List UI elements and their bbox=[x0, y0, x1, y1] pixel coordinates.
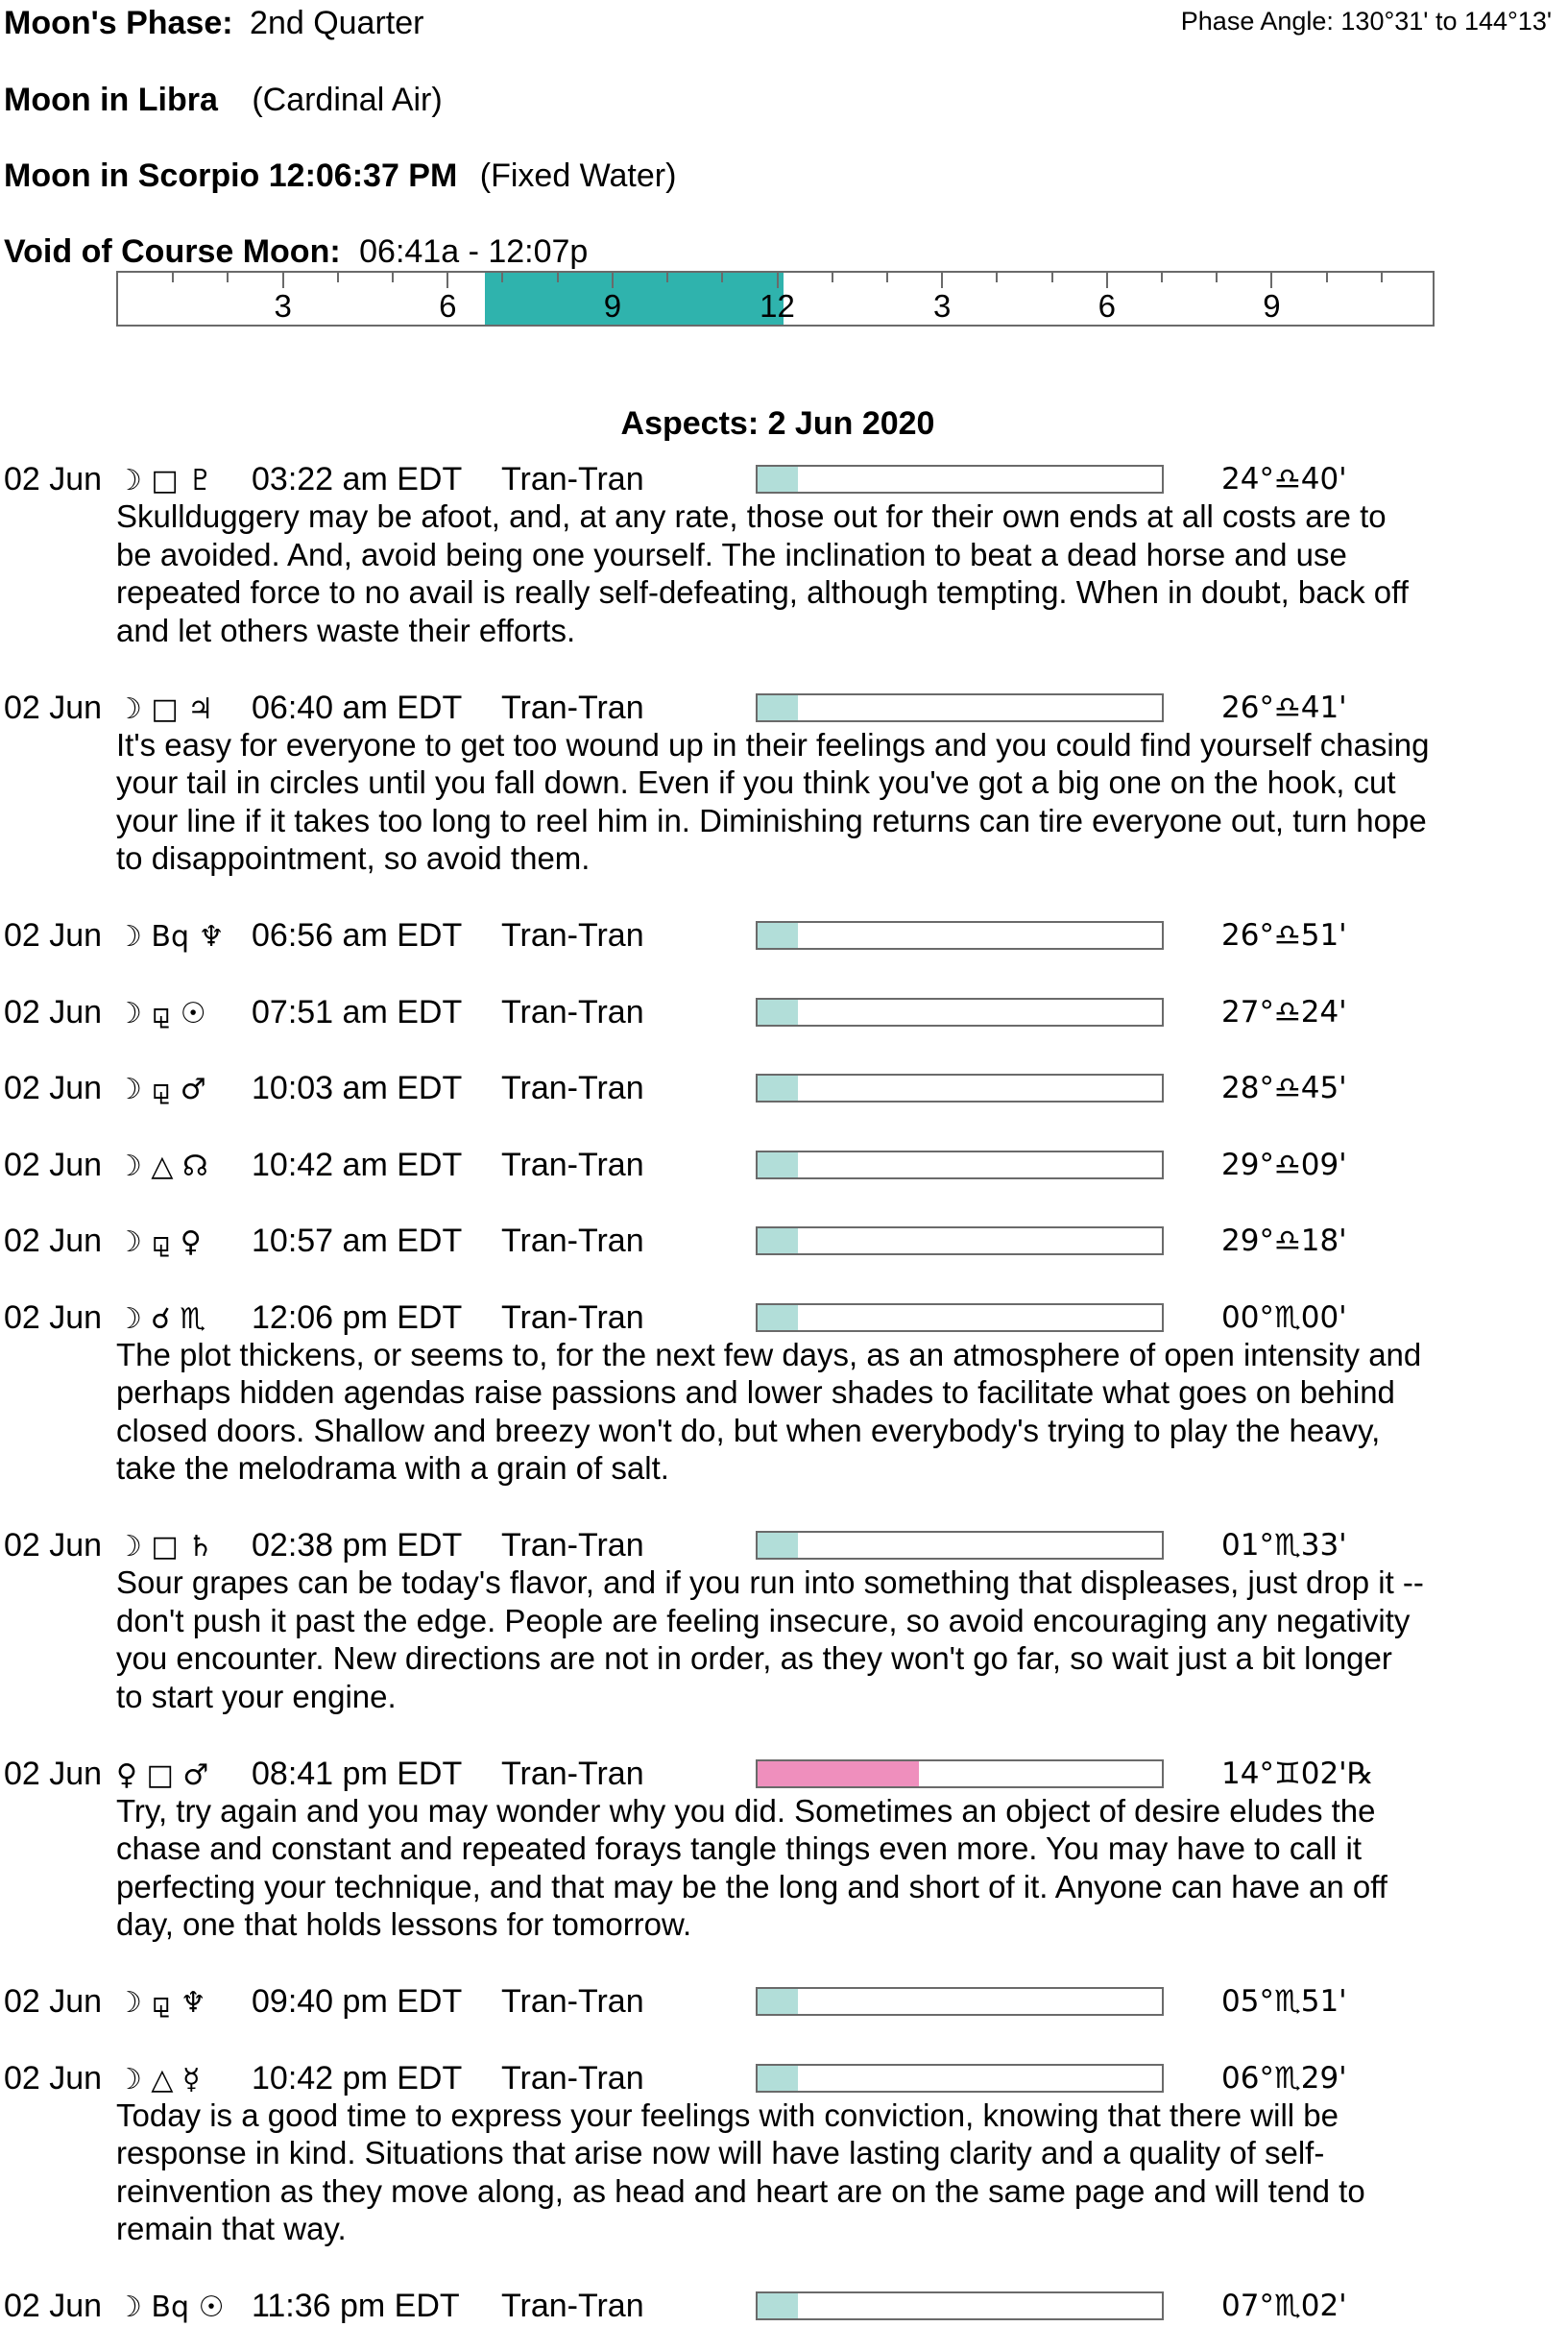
aspect-symbols: ☽ △ ☿ bbox=[116, 2062, 201, 2097]
aspect-symbols: ♀ □ ♂ bbox=[116, 1757, 209, 1792]
aspect-type: Tran-Tran bbox=[501, 1298, 644, 1336]
aspect-row bbox=[0, 2059, 1568, 2097]
orb-strength-bar bbox=[756, 921, 1164, 950]
void-of-course-timeline bbox=[116, 271, 1435, 327]
moon-phase-value: 2nd Quarter bbox=[250, 5, 424, 41]
orb-strength-bar bbox=[756, 1151, 1164, 1179]
aspect-symbols: ☽ Bq ☉ bbox=[116, 2291, 225, 2324]
aspect-position: 29°♎18' bbox=[1221, 1224, 1347, 1258]
aspect-time: 08:41 pm EDT bbox=[252, 1755, 463, 1792]
interpretation-line: be avoided. And, avoid being one yourself. The inclination to beat a dead horse and use bbox=[116, 536, 1347, 572]
aspect-date: 02 Jun bbox=[4, 689, 103, 726]
aspect-interpretation bbox=[116, 1563, 1556, 1715]
timeline-tick bbox=[1106, 273, 1108, 288]
aspect-position: 24°♎40' bbox=[1221, 462, 1347, 497]
interpretation-line: Skullduggery may be afoot, and, at any rate, those out for their own ends at all costs are to bbox=[116, 498, 1387, 534]
interpretation-line: repeated force to no avail is really self-defeating, although tempting. When in doubt, back off bbox=[116, 574, 1409, 610]
interpretation-line: and let others waste their efforts. bbox=[116, 612, 576, 648]
interpretation-line: to disappointment, so avoid them. bbox=[116, 840, 591, 876]
aspect-date: 02 Jun bbox=[4, 1983, 103, 2020]
interpretation-line: Sour grapes can be today's flavor, and if you run into something that displeases, just drop it -- bbox=[116, 1564, 1424, 1600]
interpretation-line: your tail in circles until you fall down. Even if you think you've got a big one on the hook, cut bbox=[116, 764, 1396, 800]
aspect-symbols: ☽ □ ♇ bbox=[116, 464, 214, 497]
timeline-tick bbox=[612, 273, 614, 288]
interpretation-line: remain that way. bbox=[116, 2211, 347, 2246]
aspect-type: Tran-Tran bbox=[501, 917, 644, 954]
timeline-tick bbox=[501, 273, 503, 282]
interpretation-line: It's easy for everyone to get too wound up in their feelings and you could find yourself chasing bbox=[116, 726, 1430, 763]
interpretation-line: to start your engine. bbox=[116, 1678, 397, 1714]
aspect-position: 07°♏02' bbox=[1221, 2289, 1347, 2323]
aspect-time: 10:42 am EDT bbox=[252, 1146, 463, 1183]
aspect-row bbox=[0, 916, 1568, 955]
void-of-course-line bbox=[4, 232, 588, 271]
aspect-position: 00°♏00' bbox=[1221, 1299, 1347, 1335]
timeline-tick bbox=[1216, 273, 1218, 282]
orb-strength-bar bbox=[756, 2291, 1164, 2320]
aspect-date: 02 Jun bbox=[4, 2059, 103, 2097]
timeline-hour-label: 9 bbox=[603, 288, 622, 324]
timeline-tick bbox=[392, 273, 394, 282]
aspect-interpretation bbox=[116, 726, 1556, 878]
orb-strength-fill bbox=[758, 467, 798, 492]
moon-phase-line bbox=[4, 4, 423, 42]
timeline-hour-label: 3 bbox=[932, 288, 952, 324]
timeline-tick bbox=[1270, 273, 1272, 288]
timeline-tick bbox=[1326, 273, 1328, 282]
interpretation-line: you encounter. New directions are not in order, as they won't go far, so wait just a bit longer bbox=[116, 1640, 1392, 1676]
orb-strength-fill bbox=[758, 1076, 798, 1101]
aspect-position: 27°♎24' bbox=[1221, 994, 1347, 1030]
aspect-position: 05°♏51' bbox=[1221, 1984, 1347, 2019]
interpretation-line: closed doors. Shallow and breezy won't do, but when everybody's trying to play the heavy, bbox=[116, 1412, 1381, 1448]
orb-strength-bar bbox=[756, 998, 1164, 1027]
aspect-date: 02 Jun bbox=[4, 1070, 103, 1106]
aspect-symbols: ☽ ⚼ ♀ bbox=[116, 1225, 202, 1259]
aspect-symbols: ☽ ⚼ ☉ bbox=[116, 996, 206, 1030]
timeline-tick bbox=[227, 273, 229, 282]
aspect-symbols: ☽ Bq ♆ bbox=[116, 920, 225, 954]
aspect-row bbox=[0, 460, 1568, 498]
aspect-type: Tran-Tran bbox=[501, 461, 644, 497]
moon-phase-label: Moon's Phase: bbox=[4, 5, 233, 41]
aspect-type: Tran-Tran bbox=[501, 1527, 644, 1563]
aspect-row bbox=[0, 1222, 1568, 1260]
aspect-type: Tran-Tran bbox=[501, 993, 644, 1030]
timeline-tick bbox=[557, 273, 559, 282]
interpretation-line: The plot thickens, or seems to, for the next few days, as an atmosphere of open intensity and bbox=[116, 1336, 1422, 1372]
aspect-position: 01°♏33' bbox=[1221, 1528, 1347, 1563]
timeline-tick bbox=[1161, 273, 1163, 282]
aspect-position: 28°♎45' bbox=[1221, 1071, 1347, 1105]
orb-strength-bar bbox=[756, 1759, 1164, 1788]
aspect-time: 10:03 am EDT bbox=[252, 1070, 463, 1106]
aspect-type: Tran-Tran bbox=[501, 1983, 644, 2020]
orb-strength-bar bbox=[756, 1074, 1164, 1103]
orb-strength-fill bbox=[758, 695, 798, 720]
interpretation-line: perhaps hidden agendas raise passions and lower shades to facilitate what goes on behind bbox=[116, 1374, 1395, 1410]
aspect-symbols: ☽ ☌ ♏ bbox=[116, 1301, 206, 1336]
aspect-date: 02 Jun bbox=[4, 461, 103, 497]
moon-sign-2-mode: (Fixed Water) bbox=[479, 158, 677, 194]
timeline-tick bbox=[721, 273, 723, 282]
timeline-hour-label: 9 bbox=[1263, 288, 1281, 324]
moon-sign-2-label: Moon in Scorpio 12:06:37 PM bbox=[4, 158, 458, 194]
void-of-course-label: Void of Course Moon: bbox=[4, 233, 341, 270]
orb-strength-bar bbox=[756, 1303, 1164, 1332]
interpretation-line: Today is a good time to express your feelings with conviction, knowing that there will be bbox=[116, 2097, 1339, 2133]
orb-strength-fill bbox=[758, 1152, 798, 1177]
aspect-type: Tran-Tran bbox=[501, 1146, 644, 1183]
aspect-type: Tran-Tran bbox=[501, 1755, 644, 1792]
aspect-interpretation bbox=[116, 1336, 1556, 1488]
orb-strength-fill bbox=[758, 1228, 798, 1253]
aspect-date: 02 Jun bbox=[4, 2288, 103, 2324]
aspect-time: 09:40 pm EDT bbox=[252, 1983, 463, 2020]
aspect-date: 02 Jun bbox=[4, 1527, 103, 1563]
aspect-interpretation bbox=[116, 2097, 1556, 2248]
aspect-symbols: ☽ ⚼ ♂ bbox=[116, 1073, 206, 1106]
aspect-symbols: ☽ □ ♃ bbox=[116, 691, 214, 726]
interpretation-line: day, one that holds lessons for tomorrow. bbox=[116, 1906, 692, 1942]
aspect-position: 26°♎41' bbox=[1221, 690, 1347, 725]
interpretation-line: don't push it past the edge. People are feeling insecure, so avoid encouraging any negativity bbox=[116, 1602, 1411, 1638]
aspect-row bbox=[0, 1069, 1568, 1107]
aspect-date: 02 Jun bbox=[4, 917, 103, 954]
interpretation-line: take the melodrama with a grain of salt. bbox=[116, 1450, 669, 1486]
aspect-type: Tran-Tran bbox=[501, 2288, 644, 2324]
phase-angle: Phase Angle: 130°31' to 144°13' bbox=[1180, 7, 1552, 36]
aspect-row bbox=[0, 1298, 1568, 1337]
aspect-date: 02 Jun bbox=[4, 1223, 103, 1259]
orb-strength-bar bbox=[756, 2064, 1164, 2093]
orb-strength-fill bbox=[758, 1989, 798, 2014]
orb-strength-bar bbox=[756, 1226, 1164, 1255]
aspects-title: Aspects: 2 Jun 2020 bbox=[620, 405, 935, 442]
void-of-course-value: 06:41a - 12:07p bbox=[359, 233, 589, 270]
orb-strength-fill bbox=[758, 923, 798, 948]
aspect-date: 02 Jun bbox=[4, 993, 103, 1030]
timeline-tick bbox=[666, 273, 668, 282]
aspect-position: 06°♏29' bbox=[1221, 2060, 1347, 2096]
orb-strength-fill bbox=[758, 1305, 798, 1330]
orb-strength-fill bbox=[758, 1761, 919, 1786]
void-of-course-fill bbox=[485, 273, 784, 325]
aspect-type: Tran-Tran bbox=[501, 1223, 644, 1259]
aspect-row bbox=[0, 1526, 1568, 1564]
aspect-date: 02 Jun bbox=[4, 1146, 103, 1183]
orb-strength-bar bbox=[756, 465, 1164, 494]
aspect-row bbox=[0, 993, 1568, 1031]
timeline-tick bbox=[1381, 273, 1383, 282]
timeline-hour-label: 12 bbox=[760, 288, 795, 324]
aspect-time: 11:36 pm EDT bbox=[252, 2288, 460, 2324]
timeline-tick bbox=[337, 273, 339, 282]
aspect-time: 07:51 am EDT bbox=[252, 993, 463, 1030]
aspect-time: 10:42 pm EDT bbox=[252, 2059, 463, 2097]
aspect-symbols: ☽ □ ♄ bbox=[116, 1530, 214, 1563]
timeline-tick bbox=[941, 273, 943, 288]
interpretation-line: chase and constant and repeated forays tangle things even more. You may have to call it bbox=[116, 1830, 1363, 1866]
aspect-position: 14°♊02'℞ bbox=[1221, 1756, 1374, 1791]
timeline-hour-label: 3 bbox=[274, 288, 292, 324]
orb-strength-bar bbox=[756, 1531, 1164, 1560]
aspect-interpretation bbox=[116, 497, 1556, 649]
timeline-tick bbox=[172, 273, 174, 282]
moon-sign-1-mode: (Cardinal Air) bbox=[252, 82, 443, 118]
aspect-interpretation bbox=[116, 1792, 1556, 1944]
interpretation-line: perfecting your technique, and that may be the long and short of it. Anyone can have an off bbox=[116, 1868, 1387, 1904]
aspect-time: 10:57 am EDT bbox=[252, 1223, 463, 1259]
interpretation-line: response in kind. Situations that arise now will have lasting clarity and a quality of self- bbox=[116, 2135, 1325, 2170]
aspect-time: 06:40 am EDT bbox=[252, 689, 463, 726]
aspect-type: Tran-Tran bbox=[501, 689, 644, 726]
orb-strength-fill bbox=[758, 1533, 798, 1558]
aspect-row bbox=[0, 1755, 1568, 1793]
timeline-hour-label: 6 bbox=[1098, 288, 1116, 324]
timeline-tick bbox=[282, 273, 284, 288]
aspect-row bbox=[0, 1982, 1568, 2021]
orb-strength-fill bbox=[758, 1000, 798, 1025]
interpretation-line: reinvention as they move along, as head and heart are on the same page and will tend to bbox=[116, 2172, 1365, 2209]
aspect-row bbox=[0, 1146, 1568, 1184]
orb-strength-fill bbox=[758, 2066, 798, 2091]
aspect-date: 02 Jun bbox=[4, 1755, 103, 1792]
timeline-tick bbox=[832, 273, 833, 282]
moon-sign-line-1 bbox=[4, 81, 443, 119]
aspect-row bbox=[0, 2287, 1568, 2325]
aspect-row bbox=[0, 689, 1568, 727]
aspect-symbols: ☽ ⚼ ♆ bbox=[116, 1986, 206, 2020]
aspect-time: 12:06 pm EDT bbox=[252, 1298, 463, 1336]
aspect-symbols: ☽ △ ☊ bbox=[116, 1149, 208, 1183]
timeline-tick bbox=[996, 273, 998, 282]
timeline-tick bbox=[446, 273, 448, 288]
moon-sign-1-label: Moon in Libra bbox=[4, 82, 218, 118]
timeline-tick bbox=[1051, 273, 1053, 282]
aspect-type: Tran-Tran bbox=[501, 1070, 644, 1106]
aspect-date: 02 Jun bbox=[4, 1298, 103, 1336]
timeline-tick bbox=[777, 273, 779, 288]
aspect-type: Tran-Tran bbox=[501, 2059, 644, 2097]
timeline-tick bbox=[886, 273, 888, 282]
interpretation-line: your line if it takes too long to reel him in. Diminishing returns can tire everyone out, turn hope bbox=[116, 802, 1427, 838]
interpretation-line: Try, try again and you may wonder why you did. Sometimes an object of desire eludes the bbox=[116, 1792, 1376, 1829]
timeline-hour-label: 6 bbox=[439, 288, 457, 324]
aspect-time: 03:22 am EDT bbox=[252, 461, 463, 497]
moon-sign-line-2 bbox=[4, 157, 676, 195]
orb-strength-bar bbox=[756, 1987, 1164, 2016]
aspect-time: 06:56 am EDT bbox=[252, 917, 463, 954]
orb-strength-bar bbox=[756, 693, 1164, 722]
aspect-position: 26°♎51' bbox=[1221, 918, 1347, 953]
aspect-position: 29°♎09' bbox=[1221, 1147, 1347, 1182]
orb-strength-fill bbox=[758, 2293, 798, 2318]
aspect-time: 02:38 pm EDT bbox=[252, 1527, 463, 1563]
